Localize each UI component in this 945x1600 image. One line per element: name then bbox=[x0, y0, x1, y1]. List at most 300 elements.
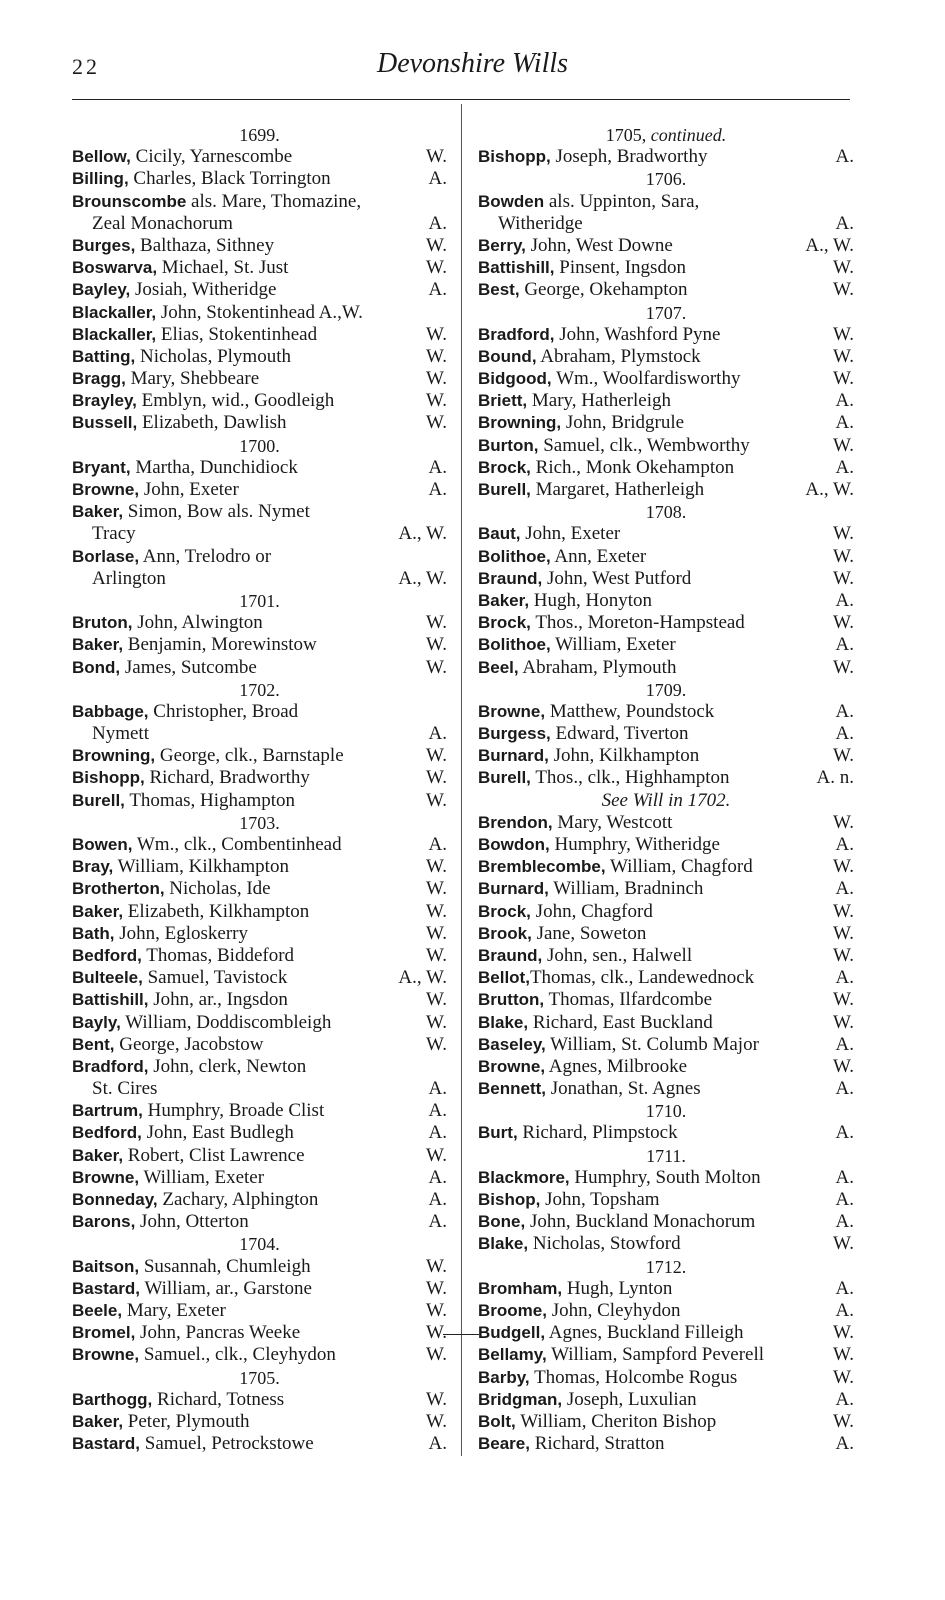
will-entry bbox=[72, 1034, 447, 1056]
left-column bbox=[72, 124, 447, 1455]
will-entry bbox=[72, 235, 447, 257]
entry-status: W. bbox=[833, 567, 854, 589]
entry-details: John, sen., Halwell bbox=[542, 944, 693, 966]
will-entry bbox=[478, 368, 854, 390]
entry-status: W. bbox=[833, 811, 854, 833]
entry-status: W. bbox=[426, 390, 447, 412]
will-entry bbox=[72, 1389, 447, 1411]
entry-details: John, Buckland Monachorum bbox=[525, 1211, 756, 1233]
entry-status: A., W. bbox=[805, 479, 854, 500]
year-text: 1701. bbox=[239, 590, 280, 611]
entry-status: A. bbox=[835, 967, 854, 989]
entry-details: William, Sampford Peverell bbox=[546, 1344, 765, 1366]
entry-surname: Boswarva, bbox=[72, 258, 158, 278]
column-divider bbox=[461, 104, 462, 1456]
will-entry bbox=[478, 923, 854, 945]
entry-surname: Bellow, bbox=[72, 147, 131, 167]
entry-details: Abraham, Plymstock bbox=[536, 345, 701, 367]
entry-details: Samuel, Tavistock bbox=[142, 967, 288, 989]
entry-details: Emblyn, wid., Goodleigh bbox=[136, 390, 335, 412]
year-heading bbox=[478, 1256, 854, 1278]
entry-details: William, Kilkhampton bbox=[113, 856, 289, 878]
will-entry bbox=[478, 634, 854, 656]
entry-status: W. bbox=[833, 434, 854, 456]
year-text: 1700. bbox=[239, 435, 280, 456]
entry-details: John, Exeter bbox=[139, 479, 239, 500]
entry-surname: Burell, bbox=[478, 768, 531, 788]
entry-status: W. bbox=[426, 323, 447, 345]
entry-details: Samuel., clk., Cleyhydon bbox=[139, 1344, 336, 1366]
entry-surname: Blake, bbox=[478, 1234, 529, 1254]
will-entry bbox=[72, 1189, 447, 1211]
entry-details: als. Mare, Thomazine, bbox=[186, 190, 362, 212]
year-heading bbox=[478, 679, 854, 701]
entry-details: Humphry, Witheridge bbox=[549, 834, 720, 855]
entry-surname: Bond, bbox=[72, 657, 121, 677]
year-heading bbox=[72, 124, 447, 146]
cross-reference-note: See Will in 1702. bbox=[601, 789, 731, 811]
will-entry bbox=[72, 856, 447, 878]
entry-status: A. bbox=[835, 146, 854, 168]
will-entry bbox=[72, 1056, 447, 1078]
entry-status: A. bbox=[835, 834, 854, 855]
entry-status: W. bbox=[426, 1299, 447, 1321]
entry-status: W. bbox=[833, 279, 854, 301]
entry-surname: Borlase, bbox=[72, 546, 140, 566]
entry-details: George, Okehampton bbox=[519, 279, 688, 301]
will-entry bbox=[72, 1278, 447, 1300]
entry-details: Richard, Bradworthy bbox=[144, 767, 310, 789]
entry-surname: Beel, bbox=[478, 657, 519, 677]
entry-details: Matthew, Poundstock bbox=[545, 700, 715, 722]
will-entry bbox=[478, 901, 854, 923]
year-suffix: continued. bbox=[646, 125, 727, 145]
entry-status: W. bbox=[833, 612, 854, 634]
entry-status: A., W. bbox=[398, 567, 447, 589]
entry-surname: Billing, bbox=[72, 169, 129, 189]
entry-status: A. bbox=[835, 589, 854, 611]
entry-details: George, clk., Barnstaple bbox=[155, 745, 344, 767]
year-text: 1699. bbox=[239, 125, 280, 145]
entry-status: W. bbox=[833, 656, 854, 678]
entry-continuation bbox=[72, 723, 447, 745]
entry-surname: Barby, bbox=[478, 1367, 530, 1387]
entry-status: W. bbox=[426, 1011, 447, 1033]
will-entry bbox=[72, 168, 447, 190]
entry-status: W. bbox=[833, 1410, 854, 1432]
entry-status: A. bbox=[835, 1277, 854, 1299]
will-entry bbox=[72, 1322, 447, 1344]
year-text: 1709. bbox=[645, 679, 687, 700]
will-entry bbox=[478, 1389, 854, 1411]
year-text: 1702. bbox=[239, 679, 280, 700]
will-entry bbox=[72, 767, 447, 789]
entry-details: Michael, St. Just bbox=[157, 257, 289, 279]
entry-details: Charles, Black Torrington bbox=[128, 168, 331, 190]
entry-details: Balthaza, Sithney bbox=[135, 234, 275, 256]
entry-status: A. bbox=[835, 1388, 854, 1410]
entry-status: A. bbox=[835, 1299, 854, 1321]
entry-surname: Baker, bbox=[72, 502, 124, 522]
will-entry bbox=[72, 612, 447, 634]
entry-details: Hugh, Lynton bbox=[562, 1277, 673, 1299]
entry-details: Elizabeth, Dawlish bbox=[137, 412, 287, 434]
entry-status: A. bbox=[835, 390, 854, 412]
will-entry bbox=[478, 390, 854, 412]
entry-details: John, Chagford bbox=[530, 900, 653, 922]
will-entry bbox=[72, 634, 447, 656]
entry-status: W. bbox=[426, 1144, 447, 1166]
entry-details: Mary, Westcott bbox=[552, 811, 673, 833]
year-heading bbox=[478, 501, 854, 523]
entry-surname: Bowden bbox=[478, 191, 545, 211]
entry-surname: Bath, bbox=[72, 923, 115, 943]
year-text: 1707. bbox=[645, 302, 687, 323]
entry-status: W. bbox=[426, 1033, 447, 1055]
entry-details: Richard, Stratton bbox=[529, 1433, 665, 1455]
entry-details: Ann, Trelodro or bbox=[139, 545, 272, 567]
entry-details: Thos., clk., Highhampton bbox=[530, 767, 730, 789]
entry-surname: Braund, bbox=[478, 568, 543, 588]
entry-details: Samuel, Petrockstowe bbox=[140, 1433, 314, 1455]
entry-status: A. bbox=[428, 1189, 447, 1210]
will-entry bbox=[478, 967, 854, 989]
will-entry bbox=[72, 989, 447, 1011]
entry-status: A. bbox=[835, 1033, 854, 1055]
entry-status: W. bbox=[426, 767, 447, 789]
entry-details: Wm., clk., Combentinhead bbox=[132, 834, 342, 855]
entry-details: William, St. Columb Major bbox=[545, 1033, 759, 1055]
entry-details: George, Jacobstow bbox=[114, 1033, 264, 1055]
will-entry bbox=[478, 146, 854, 168]
entry-surname: Bishopp, bbox=[478, 147, 551, 167]
entry-surname: Bent, bbox=[72, 1034, 115, 1054]
entry-continuation-text: St. Cires bbox=[92, 1078, 158, 1100]
will-entry bbox=[72, 701, 447, 723]
will-entry bbox=[478, 945, 854, 967]
entry-status: A. n. bbox=[816, 767, 854, 789]
entry-details: John, Washford Pyne bbox=[554, 323, 721, 345]
entry-details: Cicily, Yarnescombe bbox=[130, 146, 293, 168]
entry-continuation bbox=[72, 568, 447, 590]
will-entry bbox=[478, 1056, 854, 1078]
will-entry bbox=[478, 1411, 854, 1433]
entry-surname: Blackaller, bbox=[72, 302, 157, 322]
entry-details: Thomas, Highampton bbox=[124, 789, 296, 811]
entry-details: William, Exeter bbox=[139, 1166, 265, 1188]
entry-details: Christopher, Broad bbox=[148, 700, 299, 722]
entry-details: Thomas, Biddeford bbox=[141, 944, 295, 966]
entry-status: W. bbox=[833, 922, 854, 944]
will-entry bbox=[478, 1278, 854, 1300]
entry-status: A. bbox=[835, 700, 854, 722]
entry-details: Thos., Moreton-Hampstead bbox=[530, 612, 745, 634]
entry-status: W. bbox=[833, 523, 854, 545]
will-entry bbox=[72, 945, 447, 967]
year-text: 1711. bbox=[646, 1145, 686, 1166]
entry-surname: Budgell, bbox=[478, 1323, 546, 1343]
entry-details: John, Topsham bbox=[540, 1189, 660, 1210]
entry-surname: Burnard, bbox=[478, 879, 549, 899]
will-entry bbox=[72, 324, 447, 346]
entry-details: Nicholas, Ide bbox=[164, 878, 271, 900]
entry-surname: Bartrum, bbox=[72, 1101, 143, 1121]
year-heading bbox=[72, 1233, 447, 1255]
entry-details: John, clerk, Newton bbox=[148, 1055, 307, 1077]
entry-status: W. bbox=[833, 1322, 854, 1344]
year-text: 1706. bbox=[645, 169, 687, 190]
entry-status: W. bbox=[833, 1011, 854, 1033]
entry-details: Edward, Tiverton bbox=[550, 723, 689, 745]
entry-details: Nicholas, Stowford bbox=[528, 1233, 681, 1255]
entry-details: Rich., Monk Okehampton bbox=[530, 456, 735, 478]
year-heading bbox=[478, 302, 854, 324]
entry-details: Mary, Hatherleigh bbox=[527, 390, 671, 412]
entry-surname: Baker, bbox=[72, 1411, 124, 1431]
entry-surname: Brendon, bbox=[478, 812, 553, 832]
entry-surname: Bradford, bbox=[72, 1056, 149, 1076]
entry-surname: Best, bbox=[478, 280, 520, 300]
entry-status: W. bbox=[833, 545, 854, 567]
entry-status: A. bbox=[428, 1211, 447, 1233]
entry-surname: Bremblecombe, bbox=[478, 857, 606, 877]
will-entry bbox=[72, 1167, 447, 1189]
entry-surname: Bolithoe, bbox=[478, 635, 551, 655]
entry-details: Thomas, clk., Landewednock bbox=[529, 967, 755, 989]
entry-surname: Barthogg, bbox=[72, 1389, 153, 1409]
entry-details: Agnes, Milbrooke bbox=[545, 1055, 688, 1077]
entry-details: Elias, Stokentinhead bbox=[156, 323, 318, 345]
year-heading bbox=[478, 168, 854, 190]
entry-status: W. bbox=[426, 612, 447, 634]
entry-status: W. bbox=[833, 1366, 854, 1388]
entry-status: A. bbox=[428, 168, 447, 190]
will-entry bbox=[478, 523, 854, 545]
entry-details: Robert, Clist Lawrence bbox=[123, 1144, 305, 1166]
entry-surname: Batting, bbox=[72, 346, 136, 366]
entry-details: Thomas, Ilfardcombe bbox=[544, 989, 713, 1011]
will-entry bbox=[478, 457, 854, 479]
will-entry bbox=[478, 1078, 854, 1100]
entry-details: Humphry, Broade Clist bbox=[142, 1100, 325, 1122]
entry-status: A. bbox=[835, 212, 854, 234]
entry-details: Abraham, Plymouth bbox=[518, 656, 677, 678]
entry-surname: Beele, bbox=[72, 1300, 123, 1320]
entry-details: Hugh, Honyton bbox=[529, 589, 653, 611]
year-text: 1710. bbox=[645, 1101, 687, 1122]
entry-details: Richard, Totness bbox=[152, 1388, 285, 1410]
will-entry bbox=[72, 146, 447, 168]
will-entry bbox=[478, 1300, 854, 1322]
entry-continuation bbox=[72, 213, 447, 235]
entry-surname: Bound, bbox=[478, 346, 537, 366]
will-entry bbox=[478, 612, 854, 634]
entry-status: A. bbox=[428, 456, 447, 478]
will-entry bbox=[72, 191, 447, 213]
will-entry bbox=[478, 1122, 854, 1144]
entry-status: W. bbox=[833, 1344, 854, 1366]
entry-details: Benjamin, Morewinstow bbox=[123, 634, 317, 656]
will-entry bbox=[478, 546, 854, 568]
will-entry bbox=[72, 457, 447, 479]
entry-details: John, Alwington bbox=[132, 612, 263, 634]
will-entry bbox=[478, 745, 854, 767]
entry-surname: Bedford, bbox=[72, 945, 142, 965]
entry-details: John, Kilkhampton bbox=[548, 745, 700, 767]
entry-status: A. bbox=[835, 723, 854, 745]
entry-status: W. bbox=[426, 368, 447, 390]
entry-status: W. bbox=[833, 257, 854, 279]
year-text: 1705, bbox=[605, 125, 647, 145]
entry-status: A., W. bbox=[805, 234, 854, 256]
will-entry bbox=[72, 1433, 447, 1455]
entry-details: Simon, Bow als. Nymet bbox=[123, 501, 310, 523]
entry-continuation-text: Nymett bbox=[92, 723, 149, 745]
entry-details: Humphry, South Molton bbox=[569, 1166, 761, 1188]
will-entry bbox=[478, 1211, 854, 1233]
entry-surname: Browne, bbox=[72, 480, 140, 499]
entry-surname: Bruton, bbox=[72, 613, 133, 633]
will-entry bbox=[72, 923, 447, 945]
entry-surname: Battishill, bbox=[478, 258, 555, 278]
entry-status: W. bbox=[426, 1322, 447, 1344]
entry-status: A. bbox=[835, 1189, 854, 1210]
entry-status: A. bbox=[428, 1166, 447, 1188]
entry-continuation bbox=[72, 523, 447, 545]
will-entry bbox=[478, 812, 854, 834]
will-entry bbox=[478, 324, 854, 346]
entry-status: A. bbox=[835, 1122, 854, 1144]
entry-details: John, Exeter bbox=[520, 523, 621, 545]
margin-dash bbox=[443, 1334, 479, 1335]
year-heading bbox=[478, 124, 854, 146]
entry-surname: Bennett, bbox=[478, 1079, 546, 1099]
entry-status: W. bbox=[426, 257, 447, 279]
entry-surname: Baker, bbox=[72, 635, 124, 655]
entry-surname: Browne, bbox=[72, 1167, 140, 1187]
entry-status: A. bbox=[428, 1078, 447, 1100]
entry-surname: Baitson, bbox=[72, 1256, 140, 1276]
entry-surname: Bastard, bbox=[72, 1278, 141, 1298]
entry-surname: Bolithoe, bbox=[478, 546, 551, 566]
entry-status: A., W. bbox=[398, 523, 447, 545]
page-title: Devonshire Wills bbox=[376, 48, 569, 79]
will-entry bbox=[478, 878, 854, 900]
entry-surname: Bastard, bbox=[72, 1434, 141, 1454]
will-entry bbox=[478, 1167, 854, 1189]
page-number: 22 bbox=[72, 54, 100, 79]
will-entry bbox=[72, 1256, 447, 1278]
will-entry bbox=[478, 989, 854, 1011]
year-text: 1705. bbox=[239, 1367, 280, 1388]
entry-status: W. bbox=[833, 989, 854, 1011]
entry-details: Margaret, Hatherleigh bbox=[530, 479, 705, 500]
entry-surname: Bishop, bbox=[478, 1190, 541, 1209]
entry-details: William, Cheriton Bishop bbox=[515, 1410, 717, 1432]
entry-details: Zachary, Alphington bbox=[157, 1189, 319, 1210]
entry-status: A., W. bbox=[398, 967, 447, 989]
entry-details: Elizabeth, Kilkhampton bbox=[123, 900, 310, 922]
entry-details: John, Cleyhydon bbox=[546, 1299, 681, 1321]
entry-status: A. bbox=[835, 412, 854, 434]
entry-details: John, Bridgrule bbox=[561, 412, 685, 434]
year-heading bbox=[72, 679, 447, 701]
entry-details: Richard, East Buckland bbox=[528, 1011, 713, 1033]
entry-surname: Baut, bbox=[478, 524, 521, 544]
will-entry bbox=[72, 501, 447, 523]
entry-details: John, Pancras Weeke bbox=[135, 1322, 301, 1344]
entry-surname: Barons, bbox=[72, 1212, 136, 1232]
entry-status: A. bbox=[428, 1100, 447, 1122]
will-entry bbox=[72, 302, 447, 324]
entry-details: James, Sutcombe bbox=[120, 656, 257, 678]
entry-surname: Bayly, bbox=[72, 1012, 121, 1032]
will-entry bbox=[72, 479, 447, 501]
entry-surname: Bidgood, bbox=[478, 369, 552, 389]
will-entry bbox=[72, 1145, 447, 1167]
entry-status: W. bbox=[426, 922, 447, 944]
entry-details: John, Egloskerry bbox=[114, 922, 249, 944]
entry-status: W. bbox=[426, 412, 447, 434]
entry-status: W. bbox=[426, 1277, 447, 1299]
entry-details: John, East Budlegh bbox=[141, 1122, 294, 1144]
will-entry bbox=[72, 901, 447, 923]
will-entry bbox=[72, 790, 447, 812]
entry-details: Richard, Plimpstock bbox=[517, 1122, 678, 1144]
entry-status: A. bbox=[428, 1122, 447, 1144]
entry-details: Joseph, Luxulian bbox=[562, 1388, 697, 1410]
year-text: 1703. bbox=[239, 812, 280, 833]
entry-status: W. bbox=[426, 1388, 447, 1410]
entry-surname: Browne, bbox=[72, 1345, 140, 1365]
right-column bbox=[478, 124, 854, 1455]
entry-details: Joseph, Bradworthy bbox=[550, 146, 708, 168]
entry-surname: Bradford, bbox=[478, 324, 555, 344]
entry-surname: Brounscombe bbox=[72, 191, 187, 211]
entry-surname: Bulteele, bbox=[72, 968, 143, 988]
entry-continuation-text: Tracy bbox=[92, 523, 136, 545]
entry-surname: Bone, bbox=[478, 1212, 526, 1232]
entry-continuation bbox=[478, 213, 854, 235]
entry-details: Martha, Dunchidiock bbox=[130, 456, 298, 478]
will-entry bbox=[478, 1433, 854, 1455]
year-heading bbox=[478, 1100, 854, 1122]
entry-status: A. bbox=[835, 878, 854, 900]
entry-status: W. bbox=[426, 989, 447, 1011]
will-entry bbox=[72, 834, 447, 856]
entry-details: als. Uppinton, Sara, bbox=[544, 190, 700, 212]
year-heading bbox=[478, 1145, 854, 1167]
will-entry bbox=[478, 435, 854, 457]
entry-details: Pinsent, Ingsdon bbox=[554, 257, 686, 279]
entry-continuation-text: Witheridge bbox=[498, 212, 583, 234]
entry-details: Jonathan, St. Agnes bbox=[546, 1078, 701, 1100]
entry-details: Ann, Exeter bbox=[550, 545, 647, 567]
entry-details: Peter, Plymouth bbox=[123, 1410, 250, 1432]
entry-status: A. bbox=[835, 1433, 854, 1455]
entry-surname: Bryant, bbox=[72, 457, 131, 477]
entry-surname: Beare, bbox=[478, 1434, 530, 1454]
year-text: 1704. bbox=[239, 1234, 280, 1255]
entry-continuation-text: Zeal Monachorum bbox=[92, 212, 233, 234]
entry-surname: Bussell, bbox=[72, 413, 138, 433]
will-entry bbox=[478, 479, 854, 501]
will-entry bbox=[478, 412, 854, 434]
entry-status: A. bbox=[428, 723, 447, 745]
will-entry bbox=[478, 1034, 854, 1056]
entry-status: W. bbox=[426, 878, 447, 900]
entry-surname: Bellot, bbox=[478, 968, 530, 988]
